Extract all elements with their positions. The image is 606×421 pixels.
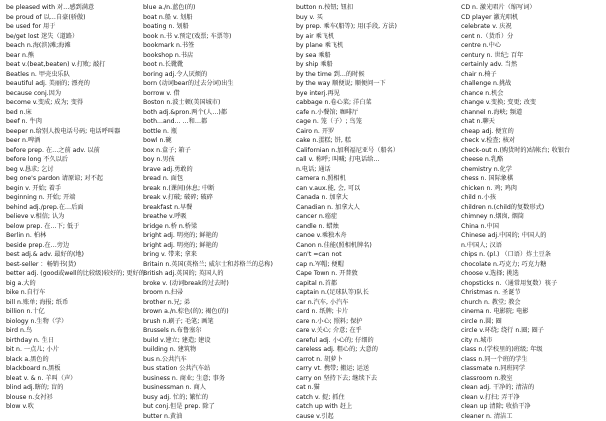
- vocab-entry: brush n.刷子; 毛笔; 画笔: [143, 317, 296, 327]
- vocab-entry: beeper n.给别人拨电话号码; 电话呼叫器: [6, 127, 143, 137]
- vocab-entry: better adj. (good或well的比较级)较好的; 更好的: [6, 269, 143, 279]
- vocab-entry: chimney n.烟囱, 烟筒: [461, 212, 606, 222]
- vocab-entry: blouse n.女衬衫: [6, 393, 143, 403]
- vocab-entry: church n. 教堂; 教会: [461, 298, 606, 308]
- vocab-entry: by air 乘飞机: [296, 32, 461, 42]
- vocab-entry: celebrate v. 庆祝: [461, 22, 606, 32]
- vocab-entry: cage n. 笼（子）; 鸟笼: [296, 117, 461, 127]
- vocab-entry: change v.变换; 变更; 改变: [461, 98, 606, 108]
- vocab-entry: class n.(学校里的)班级; 年级: [461, 345, 606, 355]
- vocab-entry: by the way 顺便说; 顺便问一下: [296, 79, 461, 89]
- vocab-entry: bottle n. 瓶: [143, 127, 296, 137]
- vocab-entry: bye interj.再见: [296, 89, 461, 99]
- vocab-entry: bleat v. & n. 羊叫（声）: [6, 374, 143, 384]
- vocab-entry: billion n.十亿: [6, 307, 143, 317]
- vocab-entry: classroom n.教室: [461, 374, 606, 384]
- vocab-entry: brave adj.勇敢的: [143, 165, 296, 175]
- vocab-entry: book n.书 v.预定(戏票; 车票等): [143, 32, 296, 42]
- vocab-entry: CD player 激光唱机: [461, 13, 606, 23]
- vocab-entry: care n.小心; 照料; 保护: [296, 317, 461, 327]
- vocab-entry: chocolate n.巧克力; 巧克力糖: [461, 260, 606, 270]
- vocab-column-4: [461, 3, 606, 421]
- vocab-entry: child n.小孩: [461, 193, 606, 203]
- vocab-entry: birthday n. 生日: [6, 336, 143, 346]
- vocab-entry: blackboard n.黑板: [6, 364, 143, 374]
- vocab-entry: captain n.(足球队等)队长: [296, 288, 461, 298]
- vocab-entry: best-seller ：畅销书(货): [6, 260, 143, 270]
- vocab-entry: bowl n.碗: [143, 136, 296, 146]
- vocab-entry: chicken n. 鸡; 鸡肉: [461, 184, 606, 194]
- vocab-entry: beautiful adj. 美丽的; 漂亮的: [6, 79, 143, 89]
- vocab-entry: British adj.英国的; 英国人的: [143, 269, 296, 279]
- vocab-entry: canoe v.乘独木舟: [296, 231, 461, 241]
- vocab-entry: be pleased with 对…感到满意: [6, 3, 143, 13]
- vocab-entry: clean adj. 干净的; 清洁的: [461, 383, 606, 393]
- vocab-entry: cancer n.癌症: [296, 212, 461, 222]
- vocab-entry: boating n. 划船: [143, 22, 296, 32]
- vocab-entry: beef n. 牛肉: [6, 117, 143, 127]
- vocab-entry: class n.同一个班的学生: [461, 355, 606, 365]
- vocab-entry: bridge n.桥 n.桥梁: [143, 222, 296, 232]
- vocab-entry: become v.变成; 成为; 变得: [6, 98, 143, 108]
- vocab-entry: boy n.男孩: [143, 155, 296, 165]
- vocab-entry: box n.盒子; 箱子: [143, 146, 296, 156]
- vocab-entry: clean v.打扫; 弄干净: [461, 393, 606, 403]
- vocab-entry: circle v.环绕; 绕行 n.圈; 圈子: [461, 326, 606, 336]
- vocab-entry: bird n.鸟: [6, 326, 143, 336]
- vocab-entry: Californian n.加利福尼亚号（船名）: [296, 146, 461, 156]
- vocab-entry: beg v.恳求; 乞讨: [6, 165, 143, 175]
- vocab-entry: n.电话; 通话: [296, 165, 461, 175]
- vocab-entry: busy adj. 忙的; 繁忙的: [143, 393, 296, 403]
- vocab-entry: chair n.椅子: [461, 70, 606, 80]
- vocab-entry: CD n. 激光唱片（缩写词）: [461, 3, 606, 13]
- vocab-entry: century n. 世纪; 百年: [461, 51, 606, 61]
- vocab-entry: channel n.海峡; 频道: [461, 108, 606, 118]
- vocab-entry: breathe v.呼吸: [143, 212, 296, 222]
- vocab-entry: bookshop n.书店: [143, 51, 296, 61]
- vocab-entry: by plane 乘飞机: [296, 41, 461, 51]
- vocab-entry: camera n.照相机: [296, 174, 461, 184]
- vocab-entry: both adj.&pron.两个(人…)都: [143, 108, 296, 118]
- vocab-entry: boat n.船 v. 划船: [143, 13, 296, 23]
- vocab-entry: break v.打破; 破碎; 破碎: [143, 193, 296, 203]
- vocab-entry: be/get lost 迷失（道路）: [6, 32, 143, 42]
- vocab-entry: beach n.海(滨)滩;海滩: [6, 41, 143, 51]
- vocab-entry: clean up 清除; 收拾干净: [461, 402, 606, 412]
- vocab-entry: best adj.& adv. 最好的(地): [6, 250, 143, 260]
- vocab-entry: cent n.（货币）分: [461, 32, 606, 42]
- vocab-entry: born (动词bear的过去分词)出生: [143, 79, 296, 89]
- vocab-entry: chess n. 国际象棋: [461, 174, 606, 184]
- vocab-entry: Canada n. 加拿大: [296, 193, 461, 203]
- vocab-entry: Christmas n. 圣诞节: [461, 288, 606, 298]
- vocab-entry: cheap adj. 便宜的: [461, 127, 606, 137]
- vocab-entry: businessman n. 商人: [143, 383, 296, 393]
- vocab-entry: bill n.账单; 海报; 纸币: [6, 298, 143, 308]
- vocab-entry: button n.按钮; 钮扣: [296, 3, 461, 13]
- vocab-entry: Berlin n. 柏林: [6, 231, 143, 241]
- vocab-entry: classmate n.同班同学: [461, 364, 606, 374]
- vocab-entry: car n.汽车, 小汽车: [296, 298, 461, 308]
- vocab-entry: bus station 公共汽车站: [143, 364, 296, 374]
- vocab-entry: beginning n. 开始; 开端: [6, 193, 143, 203]
- vocab-entry: blind adj.瞎的; 盲的: [6, 383, 143, 393]
- vocab-entry: bright adj. 明亮的; 鲜艳的: [143, 231, 296, 241]
- vocab-entry: brother n.兄; 弟: [143, 298, 296, 308]
- vocab-entry: card n. 纸牌; 卡片: [296, 307, 461, 317]
- vocab-entry: China n.中国: [461, 222, 606, 232]
- vocab-entry: cabbage n.卷心菜; 洋白菜: [296, 98, 461, 108]
- vocab-entry: beer n.啤酒: [6, 136, 143, 146]
- vocab-entry: chips n. (pl.) （口语）炸土豆条: [461, 250, 606, 260]
- vocab-entry: blue a./n.蓝色(的): [143, 3, 296, 13]
- vocab-entry: bike n.自行车: [6, 288, 143, 298]
- vocab-entry: by the time 到…的时候: [296, 70, 461, 80]
- vocab-entry: bring v. 带来; 拿来: [143, 250, 296, 260]
- vocab-entry: broke v. (动词break的过去时): [143, 279, 296, 289]
- vocab-entry: candle n. 蜡烛: [296, 222, 461, 232]
- vocab-entry: be proud of 以…自豪(骄傲): [6, 13, 143, 23]
- vocab-entry: bright adj. 明亮的; 鲜艳的: [143, 241, 296, 251]
- vocab-entry: both...and... …和…都: [143, 117, 296, 127]
- vocab-entry: chat n.聊天: [461, 117, 606, 127]
- vocab-column-1: [6, 3, 143, 421]
- vocab-entry: careful adj. 小心的; 仔细的: [296, 336, 461, 346]
- vocab-entry: cinema n. 电影院; 电影: [461, 307, 606, 317]
- vocab-entry: brown a./n.棕色(的); 褐色(的): [143, 307, 296, 317]
- vocab-entry: break n.(课间)休息; 中断: [143, 184, 296, 194]
- vocab-entry: carry vt. 携带; 搬运; 运送: [296, 364, 461, 374]
- vocab-entry: building n. 建筑物: [143, 345, 296, 355]
- vocab-entry: chopsticks n.（通常用复数）筷子: [461, 279, 606, 289]
- vocab-entry: cat n.猫: [296, 383, 461, 393]
- vocab-entry: cafe n.小餐馆; 咖啡厅: [296, 108, 461, 118]
- vocab-entry: Canadian n. 加拿大人: [296, 203, 461, 213]
- vocab-entry: children n.(child的复数形式): [461, 203, 606, 213]
- vocab-entry: begin v. 开始; 着手: [6, 184, 143, 194]
- vocab-entry: boot n.长靴靴: [143, 60, 296, 70]
- vocab-entry: behind adj./prep.在…后面: [6, 203, 143, 213]
- vocab-entry: certainly adv. 当然: [461, 60, 606, 70]
- vocab-entry: bear n.熊: [6, 51, 143, 61]
- vocab-entry: bread n. 面包: [143, 174, 296, 184]
- vocab-entry: but conj.但是 prep. 除了: [143, 402, 296, 412]
- vocab-entry: carrot n. 胡萝卜: [296, 355, 461, 365]
- vocab-entry: bed n.床: [6, 108, 143, 118]
- vocab-entry: n.中国人; 汉语: [461, 241, 606, 251]
- vocab-column-2: [143, 3, 296, 421]
- vocab-entry: cheese n.乳酪: [461, 155, 606, 165]
- vocab-entry: check-out n.(购货时的)结帐台; 收银台: [461, 146, 606, 156]
- vocab-column-3: [296, 3, 461, 421]
- vocab-entry: centre n.中心: [461, 41, 606, 51]
- vocab-entry: city n.城市: [461, 336, 606, 346]
- vocab-entry: can't =can not: [296, 250, 461, 260]
- vocab-entry: cleaner n. 清洁工: [461, 412, 606, 421]
- vocab-entry: Brussels n.布鲁塞尔: [143, 326, 296, 336]
- vocab-entry: by sea 乘船: [296, 51, 461, 61]
- vocab-entry: Cairo n. 开罗: [296, 127, 461, 137]
- vocab-entry: beg one's pardon 请原谅; 对不起: [6, 174, 143, 184]
- vocab-entry: build v.建立; 建造; 建设: [143, 336, 296, 346]
- vocab-entry: be used for 用于: [6, 22, 143, 32]
- vocab-entry: before long 不久以后: [6, 155, 143, 165]
- vocab-entry: catch up with 赶上: [296, 402, 461, 412]
- vocab-entry: blow v.吹: [6, 402, 143, 412]
- vocab-entry: butter n.黄油: [143, 412, 296, 421]
- vocab-entry: before prep. 在…之前 adv. 以前: [6, 146, 143, 156]
- vocab-entry: care v.关心; 介意; 在乎: [296, 326, 461, 336]
- vocab-entry: by ship 乘船: [296, 60, 461, 70]
- vocab-entry: Cape Town n. 开普敦: [296, 269, 461, 279]
- vocab-entry: bit n. 一点儿; 小片: [6, 345, 143, 355]
- vocab-entry: challenge n.挑战: [461, 79, 606, 89]
- vocab-entry: check v.检查; 核对: [461, 136, 606, 146]
- vocab-entry: Chinese adj.中国的; 中国人的: [461, 231, 606, 241]
- vocab-entry: beat v.(beat,beaten) v.打败; 敲打: [6, 60, 143, 70]
- vocab-entry: cause v.引起: [296, 412, 461, 421]
- vocab-entry: circle n.圆; 圈: [461, 317, 606, 327]
- vocab-entry: Britain n.英国(英格兰; 威尔士和苏格兰的总称): [143, 260, 296, 270]
- vocab-entry: beside prep.在…旁边: [6, 241, 143, 251]
- vocab-entry: below prep. 在…下; 低于: [6, 222, 143, 232]
- vocab-entry: Boston n.波士顿(美国城市): [143, 98, 296, 108]
- vocab-entry: catch v. 捉; 抓住: [296, 393, 461, 403]
- vocab-entry: Canon n.佳能(照相机牌名): [296, 241, 461, 251]
- vocab-entry: believe v.相信; 认为: [6, 212, 143, 222]
- vocab-entry: chance n.机会: [461, 89, 606, 99]
- vocab-entry: black a.黑色的: [6, 355, 143, 365]
- vocab-entry: breakfast n.早餐: [143, 203, 296, 213]
- vocab-entry: boring adj.令人厌烦的: [143, 70, 296, 80]
- vocab-entry: big a.大的: [6, 279, 143, 289]
- vocab-entry: Beatles n. 甲壳虫乐队: [6, 70, 143, 80]
- vocab-entry: business n. 商业; 生意; 事务: [143, 374, 296, 384]
- vocab-entry: borrow v. 借: [143, 89, 296, 99]
- vocab-entry: buy v. 买: [296, 13, 461, 23]
- vocab-entry: call v. 称呼; 叫喊; 打电话给…: [296, 155, 461, 165]
- vocab-entry: cap n.军帽; 便帽: [296, 260, 461, 270]
- vocab-entry: careless adj. 粗心的; 大意的: [296, 345, 461, 355]
- vocab-entry: bus n.公共汽车: [143, 355, 296, 365]
- vocab-entry: can v.aux.能, 会, 可以: [296, 184, 461, 194]
- vocab-entry: broom n.扫帚: [143, 288, 296, 298]
- vocab-entry: capital n.首都: [296, 279, 461, 289]
- vocab-entry: carry on 坚持下去; 继续下去: [296, 374, 461, 384]
- vocab-entry: biology n.生物（学）: [6, 317, 143, 327]
- vocab-entry: cake n.蛋糕; 饼, 糕: [296, 136, 461, 146]
- vocab-entry: choose v.选择; 挑选: [461, 269, 606, 279]
- vocab-entry: bookmark n.书签: [143, 41, 296, 51]
- vocab-entry: by prep. 乘车(船等); 用(手段, 方法): [296, 22, 461, 32]
- vocab-entry: chemistry n.化学: [461, 165, 606, 175]
- vocab-entry: because conj.因为: [6, 89, 143, 99]
